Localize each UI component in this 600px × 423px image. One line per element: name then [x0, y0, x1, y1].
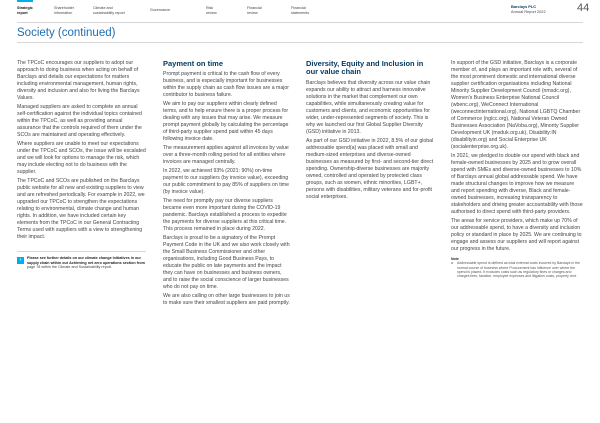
col3-paragraph: Barclays believes that diversity across our value chain expands our ability to attract and harness innovative solutions in the market that complement our own capabilities, while simultaneously creating value for customers and clients, and economic opportunities for wider, under-represented segments of society. This is why we launched our first Global Supplier Diversity (GSD) initiative in 2013. [306, 79, 431, 135]
col2-paragraph: Barclays is proud to be a signatory of the Prompt Payment Code in the UK and we also work closely with the Small Business Commissioner and other organisations, including Good Business Pays, to educate the public on late payments and the impact they can have on businesses and business owners, and to raise the social conscience of larger businesses who do not pay on time. [163, 235, 290, 291]
callout-bold-text: Please see further details on our climate change initiatives in our supply chain within our Achieving net zero operations section from [27, 256, 145, 265]
col1-paragraph: Where suppliers are unable to meet our expectations under the TPCoC and SCOs, the issue will be escalated and we will look for options to manage the risk, which may include electing not to do business with the supplier. [17, 141, 146, 175]
footnote-item [451, 261, 583, 278]
nav-tab-financial-review[interactable]: Financial review [247, 6, 262, 15]
column-1 [17, 60, 146, 270]
brand-block [511, 5, 546, 14]
nav-tab-climate-sustainability-report[interactable]: Climate and sustainability report [93, 6, 125, 15]
col3-paragraph: As part of our GSD initiative in 2022, 8.5% of our global addressable spend(a) was placed with small and medium-sized enterprises and diverse-owned businesses as measured by first- and second-tier direct spending. Ownership-diverse businesses are majority owned, controlled and operated by protected class groups, such as women, ethnic minorities, LGBT+, persons with disabilities, military veterans and for-profit social enterprises. [306, 137, 434, 200]
info-arrow-icon: › [17, 257, 24, 264]
header-divider [17, 22, 583, 23]
col2-paragraph: Prompt payment is critical to the cash flow of every business, and is especially important for businesses within the supply chain as cash flow issues are a major contributor to business failure. [163, 71, 290, 99]
col2-paragraph: The measurement applies against all invoices by value over a three-month rolling period for all entities where invoices are managed centrally. [163, 145, 289, 166]
column-4 [451, 60, 583, 278]
climate-initiatives-callout [17, 251, 146, 270]
col4-paragraph: In support of the GSD initiative, Barclays is a corporate member of, and plays an important role with, several of the most prominent domestic and international diverse supplier certification organisations including National Minority Supplier Development Council (nmsdc.org), Women's Business Enterprise National Council (wbenc.org), WeConnect International (weconnectinternational.org), National LGBTQ Chamber of Commerce (nglcc.org), National Veteran Owned Businesses Association (NaVoba.org), Minority Supplier Development UK (msduk.org.uk), Disability:IN (disabilityin.org) and Social Enterprise UK (socialenterprise.org.uk). [451, 60, 581, 150]
diversity-equity-inclusion-heading: Diversity, Equity and Inclusion in our value chain [306, 59, 424, 77]
footnote-text: Addressable spend is defined as total external costs incurred by Barclays in the normal course of business where Procurement has influence over where the spend is placed. It excludes costs such as regulatory fines or charges and charges fees, taxation, employee expenses and litigation costs, property rent. [457, 261, 580, 279]
col2-paragraph: We aim to pay our suppliers within clearly defined terms, and to help ensure there is a proper process for dealing with any issues that may arise. We measure prompt payment globally by calculating the percentage of third-party supplier spend paid within 45 days following invoice date. [163, 101, 289, 143]
page-number: 44 [577, 2, 590, 14]
brand-subtitle: Annual Report 2022 [511, 8, 546, 14]
top-navigation [0, 0, 600, 22]
column-3 [306, 60, 434, 203]
callout-link-text[interactable]: page 78 within the Climate and Sustainability report. [27, 265, 113, 269]
footnote [451, 257, 583, 278]
nav-tab-strategic-report[interactable]: Strategic report [17, 6, 33, 15]
nav-tab-financial-statements[interactable]: Financial statements [291, 6, 310, 15]
footnote-heading: Note [451, 257, 459, 261]
footnote-label: a [451, 261, 453, 266]
col2-paragraph: In 2022, we achieved 93% (2021: 90%) on-time payment to our suppliers (by invoice value), exceeding our public commitment to pay 85% of suppliers on time (by invoice value). [163, 168, 289, 196]
title-divider [17, 42, 583, 43]
col2-paragraph: We are also calling on other large businesses to join us to make sure their smallest suppliers are paid promptly. [163, 293, 290, 307]
col4-paragraph: In 2021, we pledged to double our spend with black and female-owned businesses by 2025 and to grow overall spend with SMEs and diverse-owned businesses to 10% of Barclays annual global addressable spend. We have made structural changes to improve how we measure and report spending with diverse, Black and female-owned businesses, increasing transparency to stakeholders and driving greater accountability with those authorised to direct spend with third-party providers. [451, 153, 583, 215]
nav-tab-shareholder-information[interactable]: Shareholder information [54, 6, 75, 15]
col1-paragraph: The TPCoC encourages our suppliers to adopt our approach to doing business when acting on behalf of Barclays and details our expectations for matters including environmental management, human rights, diversity and inclusion and also for living the Barclays Values. [17, 60, 140, 101]
col1-paragraph: The TPCoC and SCOs are published on the Barclays public website for all new and existing suppliers to view and are refreshed periodically. For example in 2022, we upgraded our TPCoC to strengthen the expectations relating to environmental, climate change and human rights. In addition, we have included certain key elements from the TPCoC in our General Contracting Terms used with suppliers with a view to strengthening their impact. [17, 178, 145, 240]
nav-tab-governance[interactable]: Governance [150, 8, 171, 12]
col1-paragraph: Managed suppliers are asked to complete an annual self-certification against the individual topics contained within the TPCoC, as well as providing annual assurance that the controls required of them under the SCOs are maintained and operating effectively. [17, 104, 142, 138]
nav-tab-risk-review[interactable]: Risk review [206, 6, 217, 15]
col2-paragraph: The need for promptly pay our diverse suppliers became even more important during the COVID-19 pandemic. Barclays established a process to expedite the payments for diverse suppliers at this critical time. This process remained in place during 2022. [163, 198, 287, 233]
page-title: Society (continued) [17, 27, 116, 39]
payment-on-time-heading: Payment on time [163, 59, 224, 68]
col4-paragraph: The areas for service providers, which make up 70% of our addressable spend, to have a diversity and inclusion policy or standard in place by 2025. We are continuing to engage and assess our suppliers and will report against our progress in the future. [451, 218, 582, 252]
column-2 [163, 60, 290, 309]
brand-name: Barclays PLC [511, 4, 537, 9]
